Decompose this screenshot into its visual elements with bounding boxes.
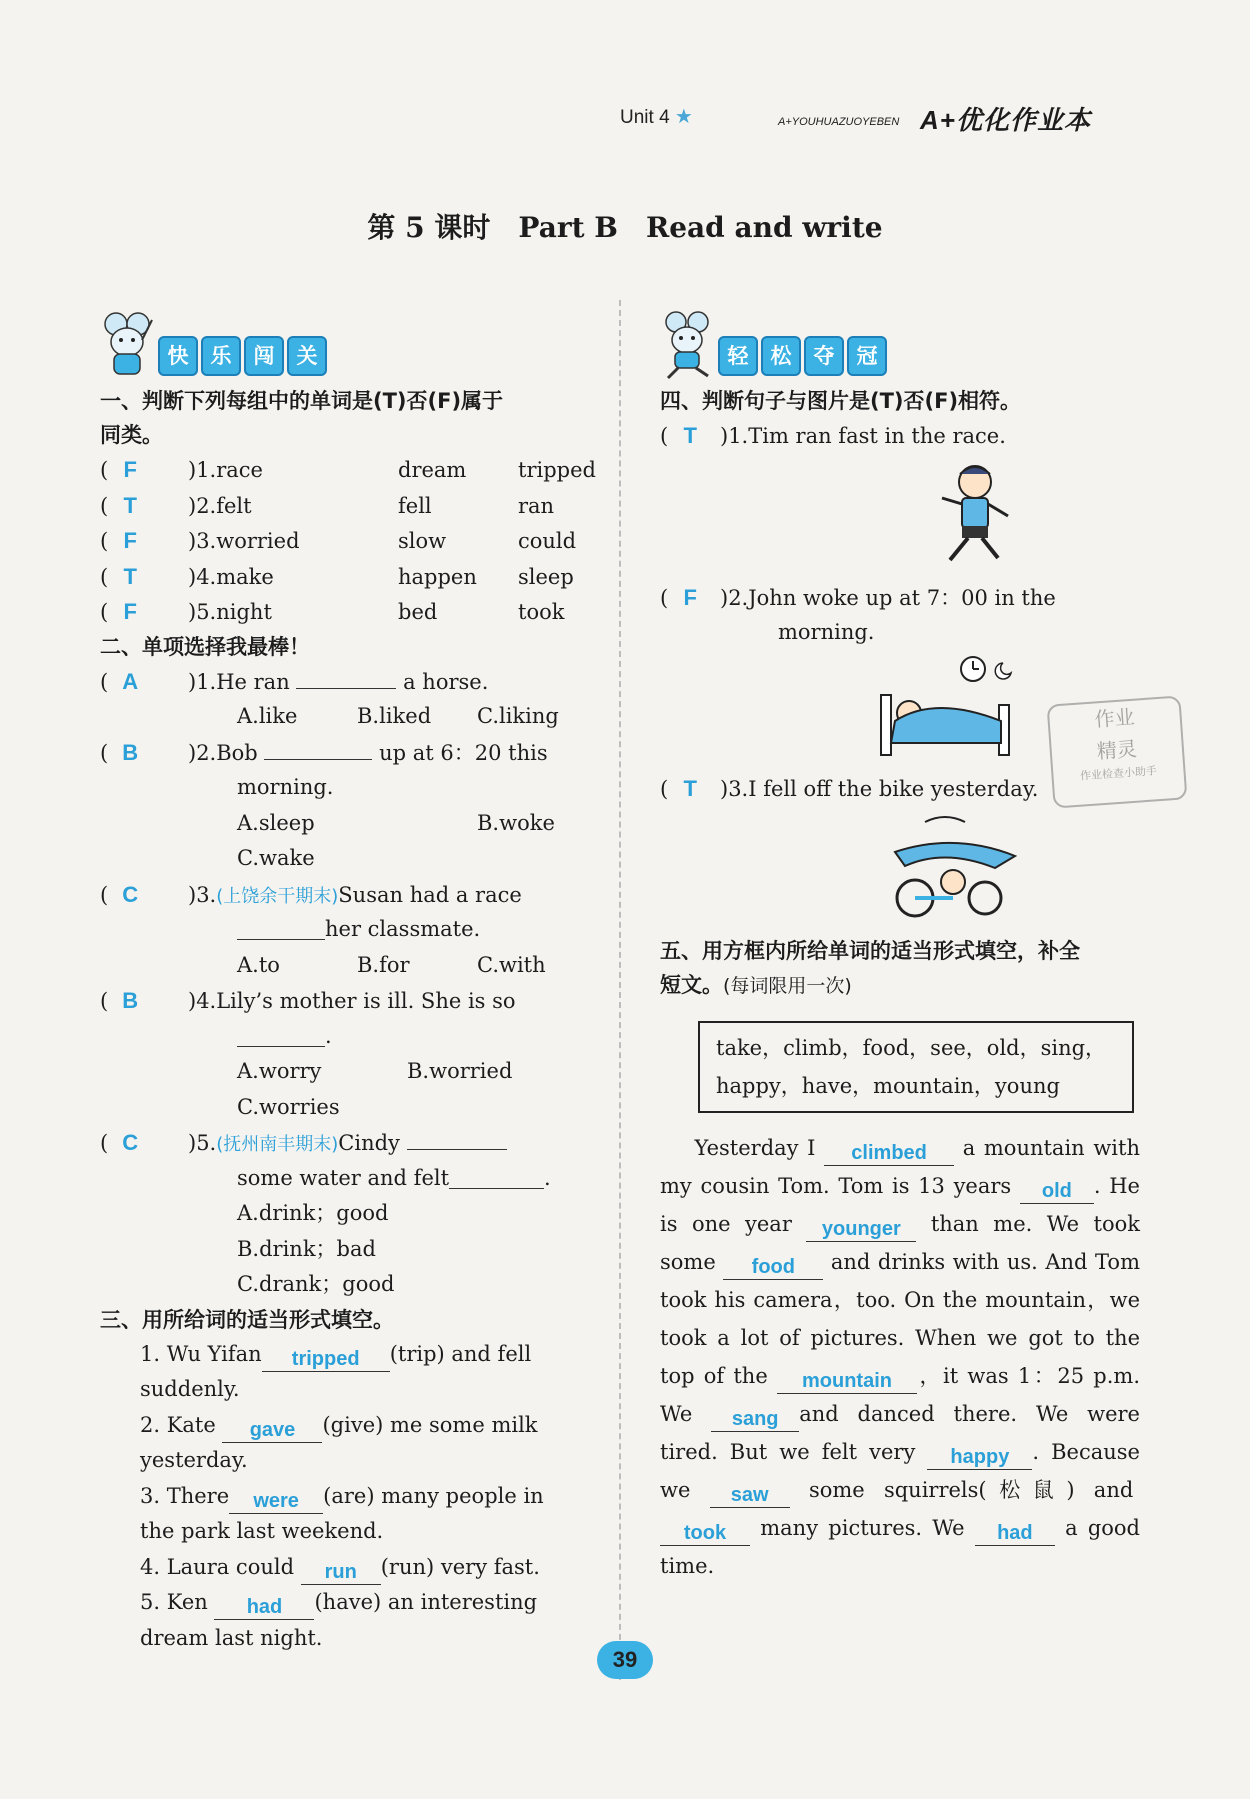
helper-stamp: 作业 精灵 作业检查小助手 <box>1047 695 1188 808</box>
s1-row: ( F )1.race dream tripped <box>100 452 600 488</box>
source-tag: (上饶余干期末) <box>216 885 339 907</box>
answer-blank[interactable]: saw <box>710 1483 790 1508</box>
page-number: 39 <box>597 1641 653 1679</box>
answer: T <box>123 563 137 589</box>
s2-q1: ( A )1.He ran a horse. <box>100 664 600 700</box>
banner-char: 乐 <box>201 336 241 376</box>
brand-pinyin: A+YOUHUAZUOYEBEN <box>778 116 900 128</box>
answer: T <box>683 423 697 448</box>
section-4-title: 四、判断句子与图片是(T)否(F)相符。 <box>660 389 1022 413</box>
answer-blank[interactable] <box>237 915 325 940</box>
section-3-title: 三、用所给词的适当形式填空。 <box>100 1307 394 1332</box>
answer: T <box>683 775 697 801</box>
word-box: take，climb，food，see，old，sing， happy，have，mountain，young <box>698 1021 1134 1113</box>
answer-blank[interactable]: tripped <box>262 1347 390 1372</box>
s1-row: ( T )2.felt fell ran <box>100 488 600 524</box>
answer-blank[interactable] <box>296 664 396 689</box>
answer: F <box>683 584 697 610</box>
s2-q5: ( C )5. (抚州南丰期末) Cindy <box>100 1125 600 1161</box>
page-header <box>610 92 1170 142</box>
column-divider <box>619 300 621 1680</box>
brand-logo: A+优化作业本 <box>920 105 1091 135</box>
s3-q5: 5. Ken had (have) an interesting dream last night. <box>140 1590 538 1650</box>
s2-q3-options: A.to B.for C.with <box>237 952 546 977</box>
answer-blank[interactable]: food <box>723 1255 823 1280</box>
s3-q2: 2. Kate gave (give) me some milk yesterday. <box>140 1412 538 1472</box>
banner-char: 冠 <box>847 336 887 376</box>
banner-qingsong <box>660 310 1140 380</box>
section-1-title: 一、判断下列每组中的单词是(T)否(F)属于 同类。 <box>100 389 504 447</box>
s4-q3: ( T )3.I fell off the bike yesterday. <box>660 771 1140 807</box>
s1-row: ( T )4.make happen sleep <box>100 559 600 595</box>
answer: T <box>123 492 137 518</box>
banner-qingsong-text <box>718 336 887 376</box>
s2-q2-options: A.sleep B.woke C.wake <box>237 810 555 870</box>
answer: F <box>123 528 137 553</box>
answer: F <box>123 457 137 482</box>
answer-blank[interactable] <box>237 1022 325 1047</box>
source-tag: (抚州南丰期末) <box>216 1134 339 1155</box>
star-icon: ★ <box>674 106 693 128</box>
banner-char: 松 <box>761 336 801 376</box>
unit-label: Unit 4 ★ <box>620 106 693 128</box>
answer-blank[interactable]: old <box>1020 1179 1094 1204</box>
s2-q4: ( B )4.Lily’s mother is ill. She is so <box>100 983 600 1019</box>
answer-blank[interactable] <box>264 735 372 760</box>
mouse-runner-mascot-icon <box>660 310 716 380</box>
answer-blank[interactable]: happy <box>927 1445 1032 1470</box>
answer-blank[interactable]: were <box>229 1489 323 1514</box>
falling-bike-illustration <box>885 812 1025 922</box>
answer-blank[interactable] <box>449 1164 544 1189</box>
answer: C <box>122 881 139 907</box>
banner-char: 闯 <box>244 336 284 376</box>
answer-blank[interactable]: took <box>660 1521 750 1546</box>
banner-char: 夺 <box>804 336 844 376</box>
s3-q4: 4. Laura could run (run) very fast. <box>140 1554 540 1583</box>
s1-row: ( F )3.worried slow could <box>100 523 600 559</box>
s2-q4-options: A.worry B.worried C.worries <box>237 1059 513 1119</box>
answer-blank[interactable]: run <box>301 1560 381 1585</box>
answer-blank[interactable]: had <box>214 1595 314 1620</box>
banner-char: 快 <box>158 336 198 376</box>
s3-q1: 1. Wu Yifan tripped (trip) and fell suddenly. <box>140 1341 532 1401</box>
banner-kuaile <box>100 310 600 380</box>
answer-blank[interactable]: gave <box>222 1418 322 1443</box>
answer-blank[interactable]: younger <box>806 1217 916 1242</box>
answer-blank[interactable]: mountain <box>777 1369 917 1394</box>
banner-kuaile-text <box>158 336 327 376</box>
s4-q1: ( T )1.Tim ran fast in the race. <box>660 418 1140 454</box>
sleeping-boy-illustration <box>875 655 1025 765</box>
answer: B <box>122 739 139 765</box>
answer-blank[interactable]: climbed <box>824 1141 954 1166</box>
answer: B <box>122 988 139 1013</box>
running-boy-illustration <box>920 460 1030 570</box>
section-5-title: 五、用方框内所给单词的适当形式填空，补全 短文。(每词限用一次) <box>660 939 1080 997</box>
left-column: 快 乐 闯 关 一、判断下列每组中的单词是(T)否(F)属于 同类。 ( F )1.race dream tripped ( T )2.felt fell ran ( F )3.worried slow could ( T )4.make happen sleep ( F )5.night bed took 二、单项选择我最棒！ ( A )1.He ran a horse. A.like B.liked C.liking ( B )2.Bob up at 6：20 this morning. A.sleep B.woke C.wake ( C )3. (上饶余干期末) Susan had a race her classmate. A.to B.for C.with ( B )4.Lily’s mother is ill. She is so . A.worry B.worried C.worries ( C )5. (抚州南丰期末) Cindy some water and felt . A.drink；good B.drink；bad C.drank；good 三、用所给词的适当形式填空。 1. Wu Yifan tripped (trip) and fell suddenly. 2. Kate gave (give) me some milk yesterday. 3. There were (are) many people in the park last weekend. 4. Laura could run (run) very fast. 5. Ken had (have) an interesting dream last night. <box>100 310 600 1656</box>
s2-q1-options: A.like B.liked C.liking <box>237 704 559 728</box>
answer-blank[interactable] <box>407 1125 507 1150</box>
answer-blank[interactable]: sang <box>711 1407 799 1432</box>
s2-q3: ( C )3. (上饶余干期末) Susan had a race <box>100 877 600 913</box>
banner-char: 轻 <box>718 336 758 376</box>
s2-q5-options: A.drink；good B.drink；bad C.drank；good <box>237 1201 395 1296</box>
mouse-mascot-icon <box>100 310 156 380</box>
section-2-title: 二、单项选择我最棒！ <box>100 634 310 659</box>
s3-q3: 3. There were (are) many people in the park last weekend. <box>140 1483 544 1543</box>
passage: Yesterday I climbed a mountain with my cousin Tom. Tom is 13 years old . He is one year younger than me. We took some food and drinks with us. And Tom took his camera，too. On the mountain，we took a lot of pictures. When we got to the top of the mountain ，it was 1：25 p.m. We sang and danced there. We were tired. But we felt very happy . Because we saw some squirrels(松鼠) and took many pictures. We had a good time. <box>660 1136 1140 1578</box>
lesson-title: 第 5 课时 Part B Read and write <box>367 211 883 244</box>
s1-row: ( F )5.night bed took <box>100 594 600 630</box>
answer: C <box>122 1130 139 1155</box>
right-column: 轻 松 夺 冠 四、判断句子与图片是(T)否(F)相符。 ( T )1.Tim ran fast in the race. ( F )2.John woke up at 7：00 in the morning. ( T )3.I fell off the bike yesterday. 五、用方框内所给单词的适当形式填空，补全 短文。(每词限用一次) take，climb，food，see，old，sing， happy，have，mountain，young Yesterday I climbed a mountain with my cousin Tom. Tom is 13 years old . He is one year younger than me. We took some food and drinks with us. And Tom took his camera，too. On the mountain，we took a lot of pictures. When we got to the top of the mountain ，it was 1：25 p.m. We sang and danced there. We were tired. But we felt very happy . Because we saw some squirrels(松鼠) and took many pictures. We had a good time. <box>660 310 1140 1585</box>
answer: A <box>122 668 139 694</box>
answer-blank[interactable]: had <box>975 1521 1055 1546</box>
banner-char: 关 <box>287 336 327 376</box>
answer: F <box>123 599 137 624</box>
s2-q2: ( B )2.Bob up at 6：20 this <box>100 735 600 771</box>
s4-q2: ( F )2.John woke up at 7：00 in the <box>660 580 1140 616</box>
